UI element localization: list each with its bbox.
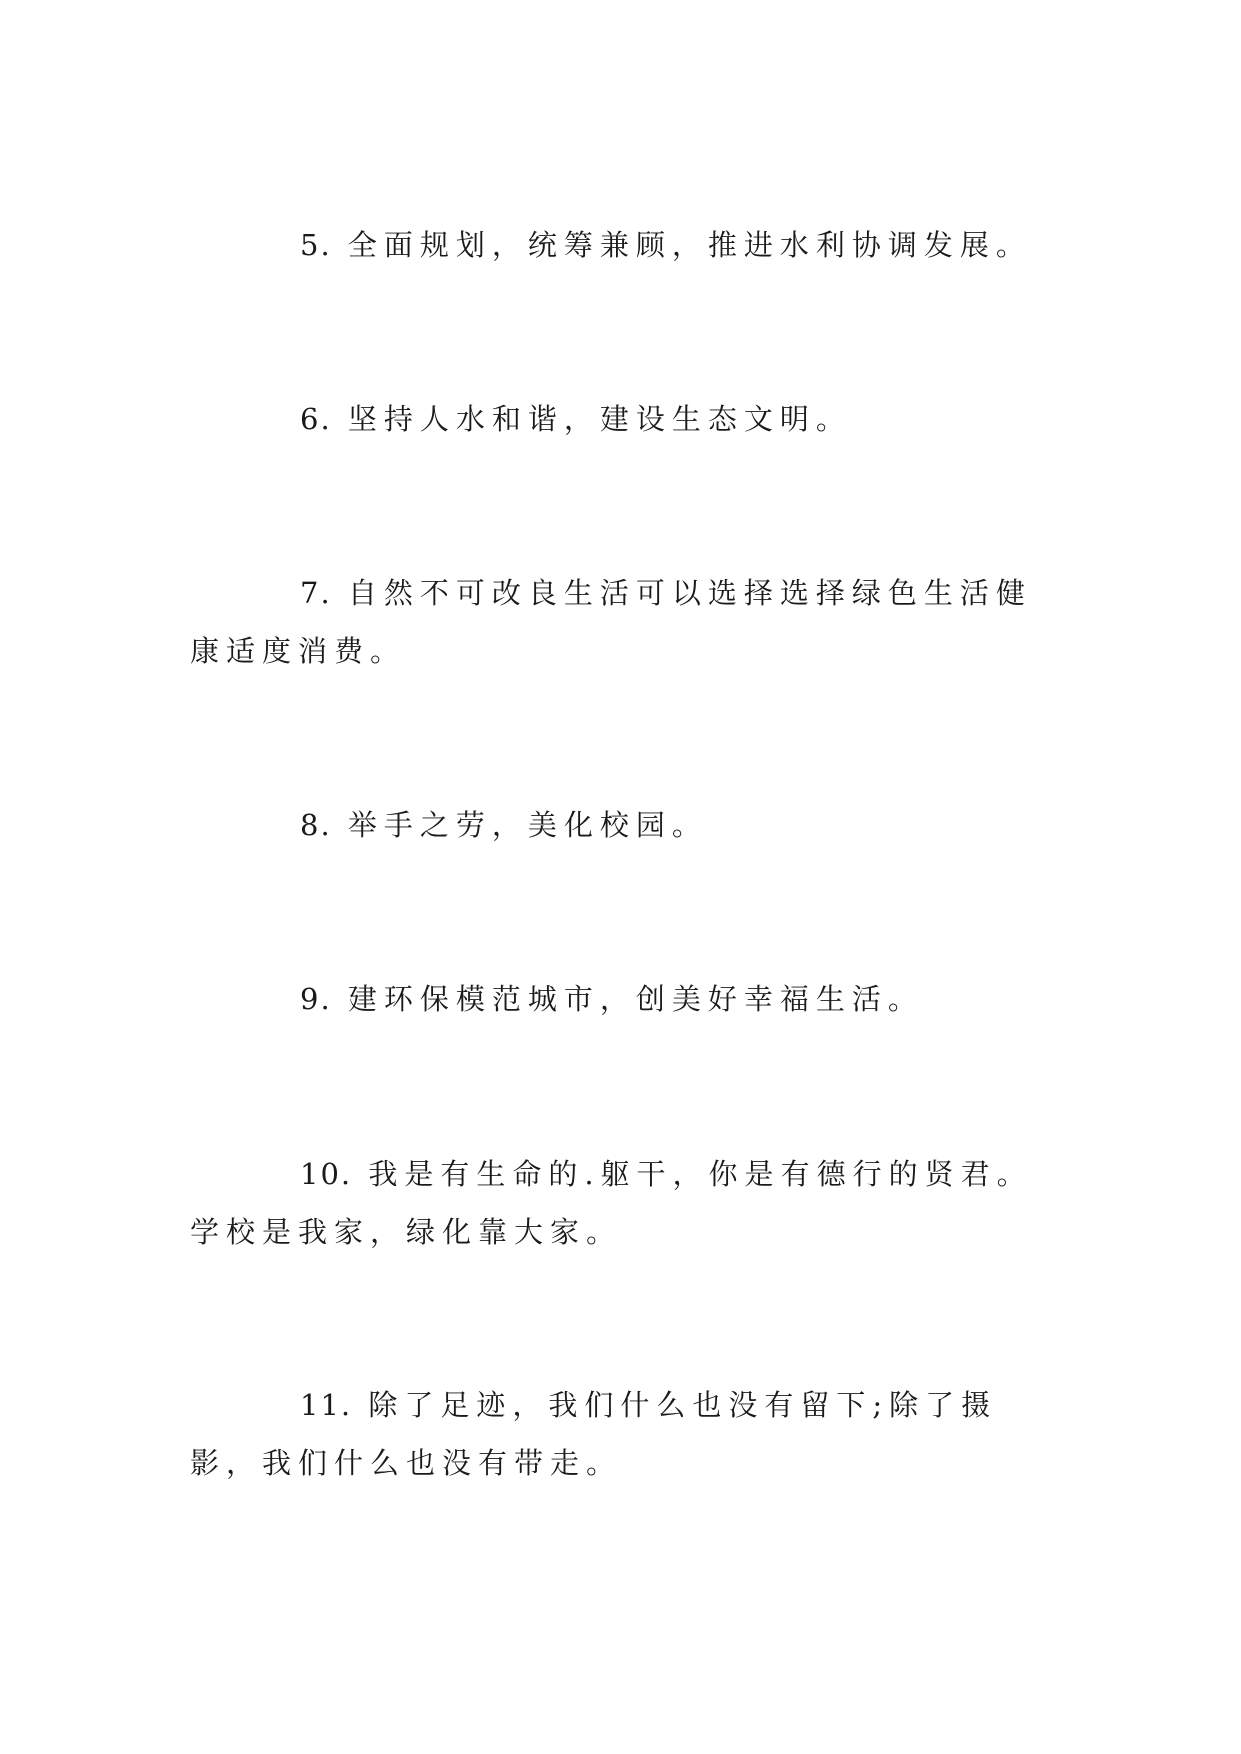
paragraph-item-11 <box>190 1376 1060 1492</box>
item-number: 6. <box>300 402 332 436</box>
item-text: 全面规划，统筹兼顾，推进水利协调发展。 <box>347 228 1032 262</box>
item-text: 坚持人水和谐，建设生态文明。 <box>347 402 852 436</box>
paragraph-item-6 <box>190 390 1060 448</box>
item-number: 10. <box>300 1157 353 1191</box>
paragraph-item-8 <box>190 796 1060 854</box>
paragraph-item-5 <box>190 216 1060 274</box>
item-number: 11. <box>300 1388 353 1422</box>
item-text: 建环保模范城市，创美好幸福生活。 <box>347 982 924 1016</box>
item-number: 9. <box>300 982 332 1016</box>
item-text: 除了足迹，我们什么也没有留下;除了摄影，我们什么也没有带走。 <box>190 1388 998 1480</box>
paragraph-item-7 <box>190 564 1060 680</box>
paragraph-item-10 <box>190 1145 1060 1261</box>
item-text: 自然不可改良生活可以选择选择绿色生活健康适度消费。 <box>190 576 1032 668</box>
item-number: 5. <box>300 228 332 262</box>
item-number: 8. <box>300 808 332 842</box>
item-number: 7. <box>300 576 332 610</box>
paragraph-item-9 <box>190 970 1060 1028</box>
item-text: 举手之劳，美化校园。 <box>347 808 708 842</box>
item-text: 我是有生命的.躯干，你是有德行的贤君。学校是我家，绿化靠大家。 <box>190 1157 1033 1249</box>
